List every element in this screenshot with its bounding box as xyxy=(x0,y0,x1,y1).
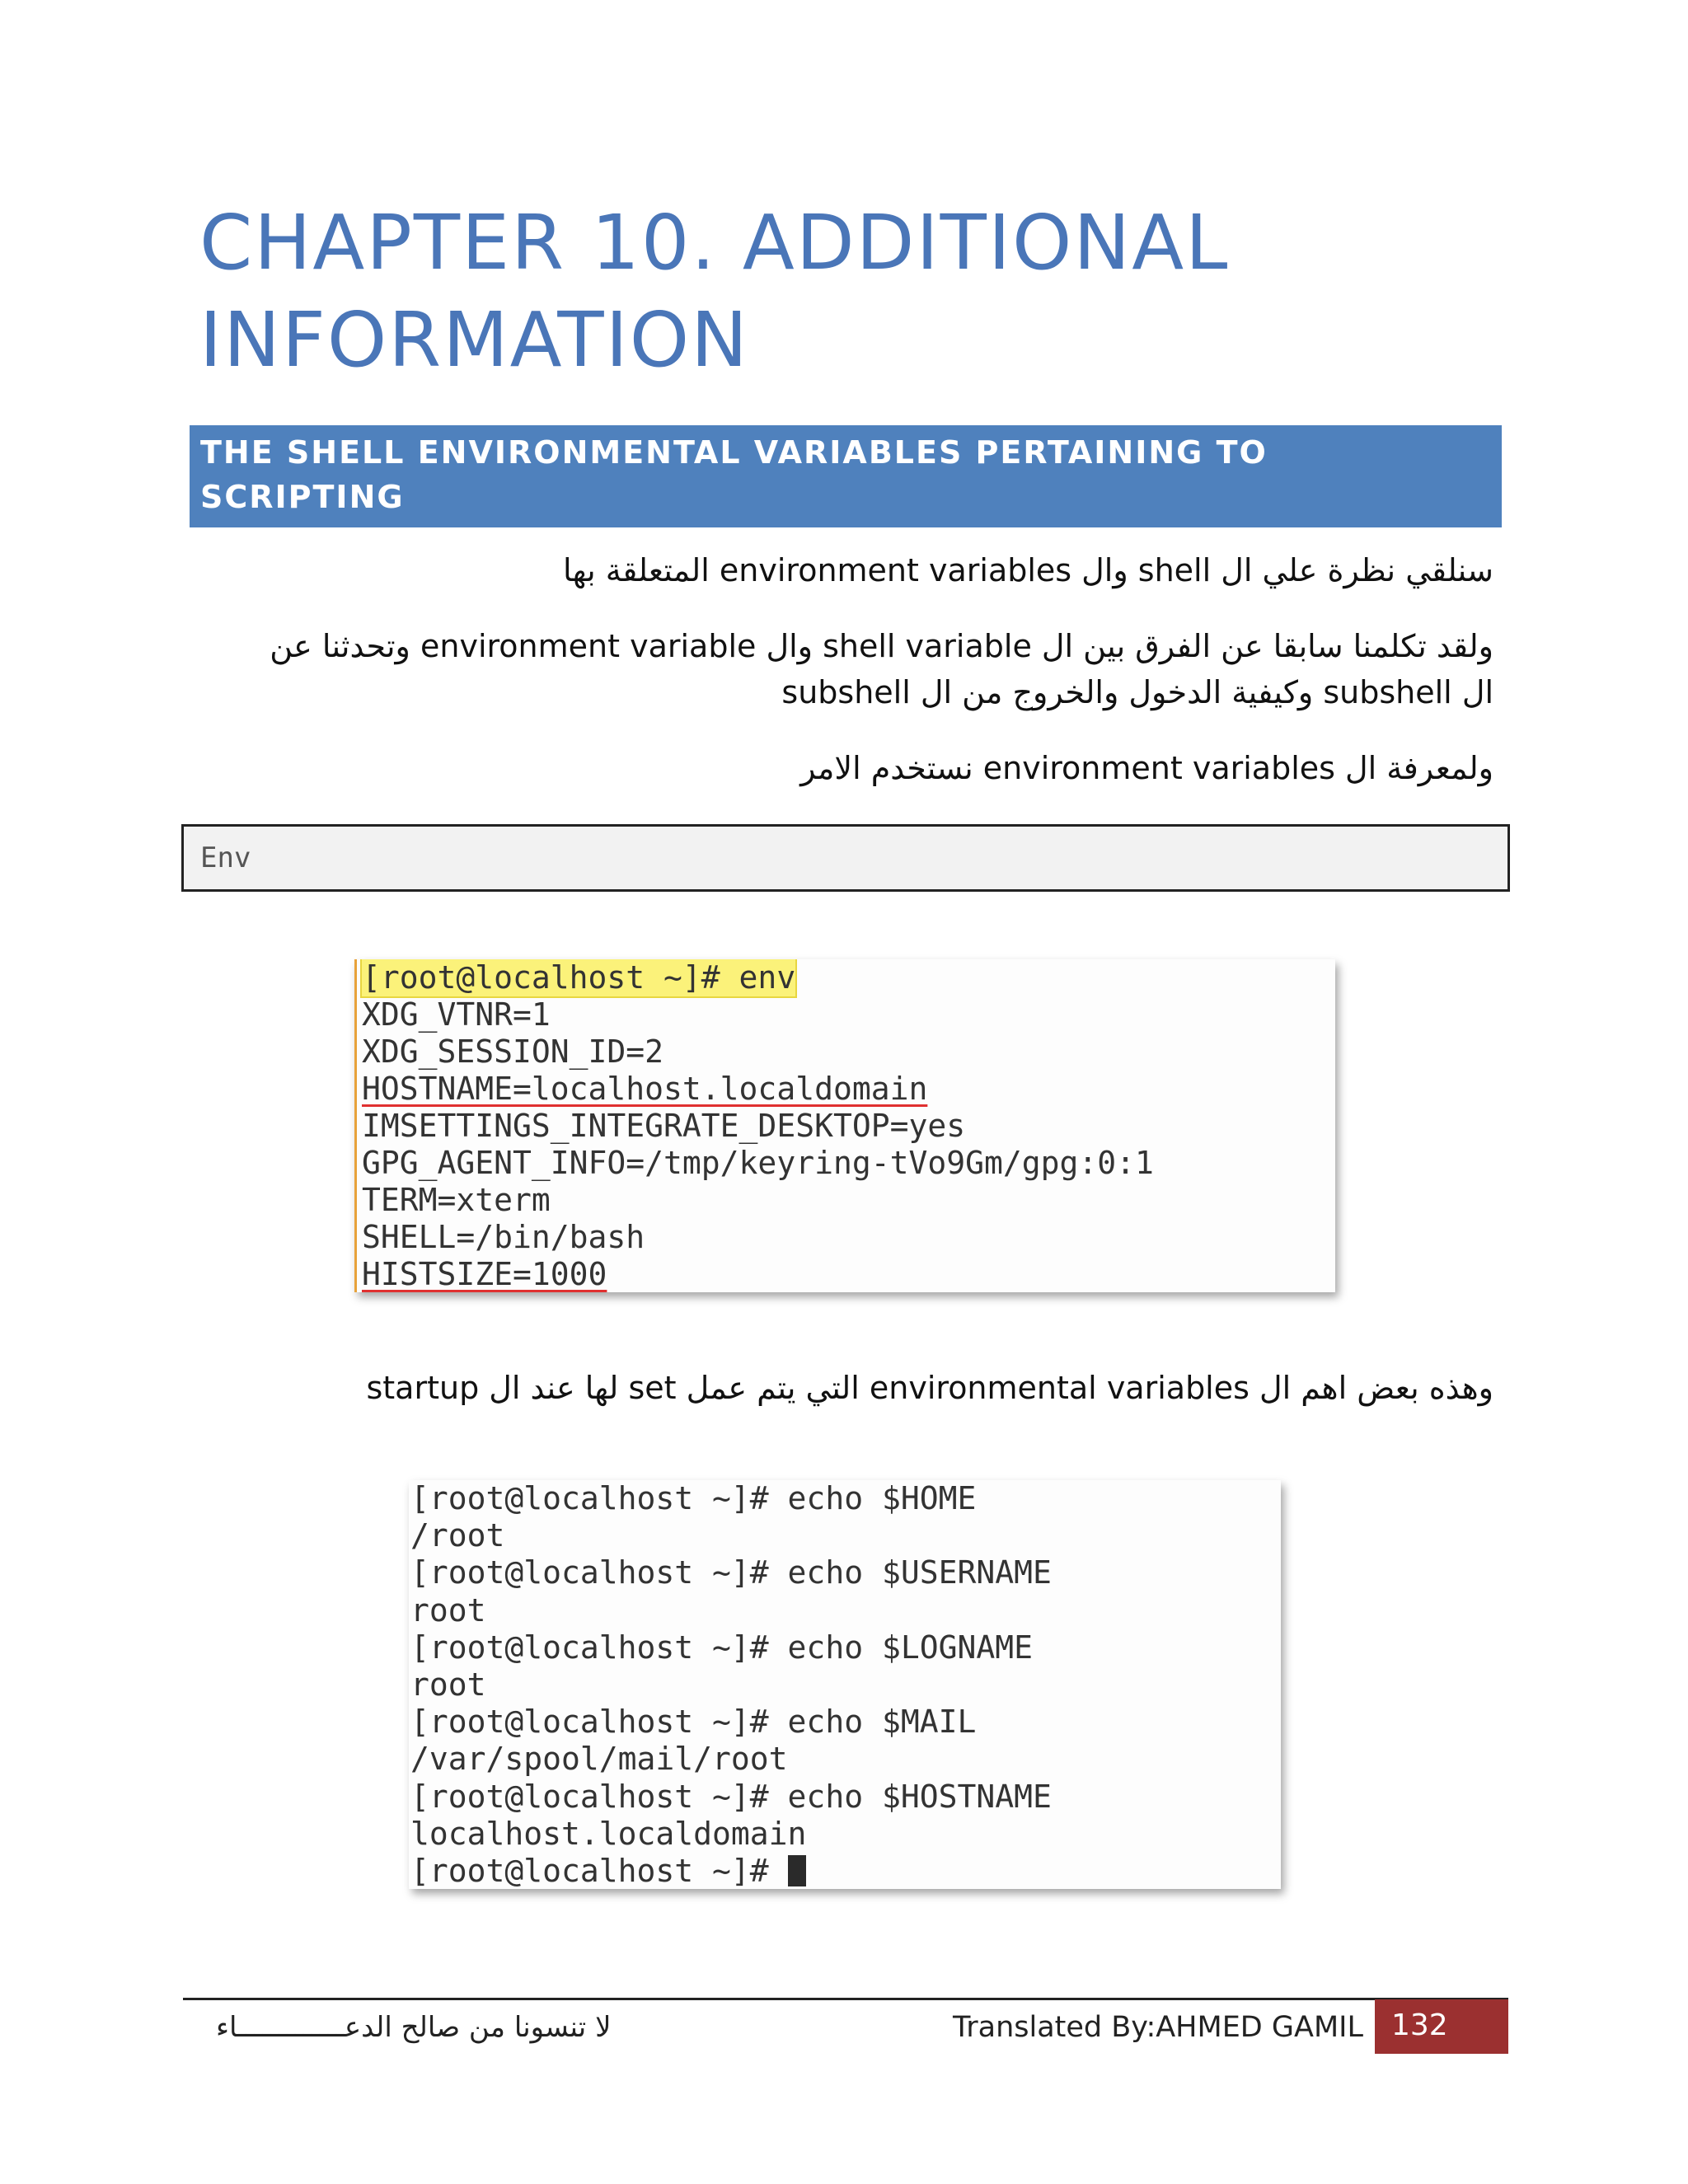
echo-terminal-screenshot xyxy=(409,1480,1281,1889)
env-command-paragraph xyxy=(800,745,1493,791)
chapter-title xyxy=(199,194,1518,389)
prompt-text: [root@localhost ~]# xyxy=(410,1853,788,1889)
chapter-title-line1: CHAPTER 10. ADDITIONAL xyxy=(199,199,1230,287)
terminal-line xyxy=(362,1256,1335,1292)
footer-divider xyxy=(183,1998,1508,2000)
highlighted-prompt: [root@localhost ~]# env xyxy=(362,959,796,996)
underlined-histsize: HISTSIZE=1000 xyxy=(362,1256,607,1292)
terminal-line: [root@localhost ~]# echo $HOME xyxy=(410,1480,977,1516)
underlined-hostname: HOSTNAME=localhost.localdomain xyxy=(362,1071,928,1107)
terminal-line: [root@localhost ~]# echo $USERNAME xyxy=(410,1554,1052,1591)
terminal-line: TERM=xterm xyxy=(362,1182,551,1218)
shell-variable-paragraph xyxy=(270,623,1493,715)
command-code-box xyxy=(181,824,1510,892)
footer-dua: لا تنسونا من صالح الدعـــــــــــــاء xyxy=(216,2011,612,2044)
terminal-line: [root@localhost ~]# echo $HOSTNAME xyxy=(410,1778,1052,1815)
paragraph-line: وهذه بعض اهم ال environmental variables التي يتم عمل set لها عند ال startup xyxy=(366,1370,1493,1406)
terminal-line: /root xyxy=(410,1517,505,1554)
terminal-line: localhost.localdomain xyxy=(410,1815,807,1852)
intro-text: سنلقي نظرة علي ال shell وال environment variables المتعلقة بها xyxy=(562,552,1493,588)
terminal-line: SHELL=/bin/bash xyxy=(362,1219,645,1255)
terminal-line: XDG_VTNR=1 xyxy=(362,996,551,1033)
env-terminal-screenshot xyxy=(354,959,1335,1292)
section-heading-line2: SCRIPTING xyxy=(200,479,405,515)
startup-variables-paragraph xyxy=(366,1365,1493,1411)
terminal-line xyxy=(410,1853,1281,1889)
paragraph-line: ولمعرفة ال environment variables نستخدم الامر xyxy=(800,750,1493,786)
terminal-line: GPG_AGENT_INFO=/tmp/keyring-tVo9Gm/gpg:0:1 xyxy=(362,1145,1154,1181)
terminal-cursor xyxy=(788,1855,806,1886)
terminal-line xyxy=(362,1071,1335,1108)
terminal-line: IMSETTINGS_INTEGRATE_DESKTOP=yes xyxy=(362,1108,966,1144)
terminal-line: [root@localhost ~]# echo $MAIL xyxy=(410,1704,977,1741)
translator-credit: Translated By:AHMED GAMIL xyxy=(953,2011,1363,2044)
page-number-badge: 132 xyxy=(1375,1999,1508,2054)
section-heading-line1: THE SHELL ENVIRONMENTAL VARIABLES PERTAINING TO xyxy=(200,434,1268,471)
paragraph-line: ال subshell وكيفية الدخول والخروج من ال subshell xyxy=(781,674,1493,710)
intro-paragraph xyxy=(563,547,1493,593)
terminal-line: root xyxy=(410,1591,486,1629)
paragraph-line: ولقد تكلمنا سابقا عن الفرق بين ال shell variable وال environment variable وتحدثنا عن xyxy=(270,628,1493,664)
terminal-line: XDG_SESSION_ID=2 xyxy=(362,1033,664,1070)
terminal-line: root xyxy=(410,1666,486,1704)
command-text: Env xyxy=(200,841,251,874)
section-heading xyxy=(190,425,1502,527)
terminal-line: /var/spool/mail/root xyxy=(410,1741,788,1778)
chapter-title-line2: INFORMATION xyxy=(199,296,749,384)
terminal-line: [root@localhost ~]# echo $LOGNAME xyxy=(410,1629,1033,1666)
terminal-line xyxy=(362,959,1335,996)
